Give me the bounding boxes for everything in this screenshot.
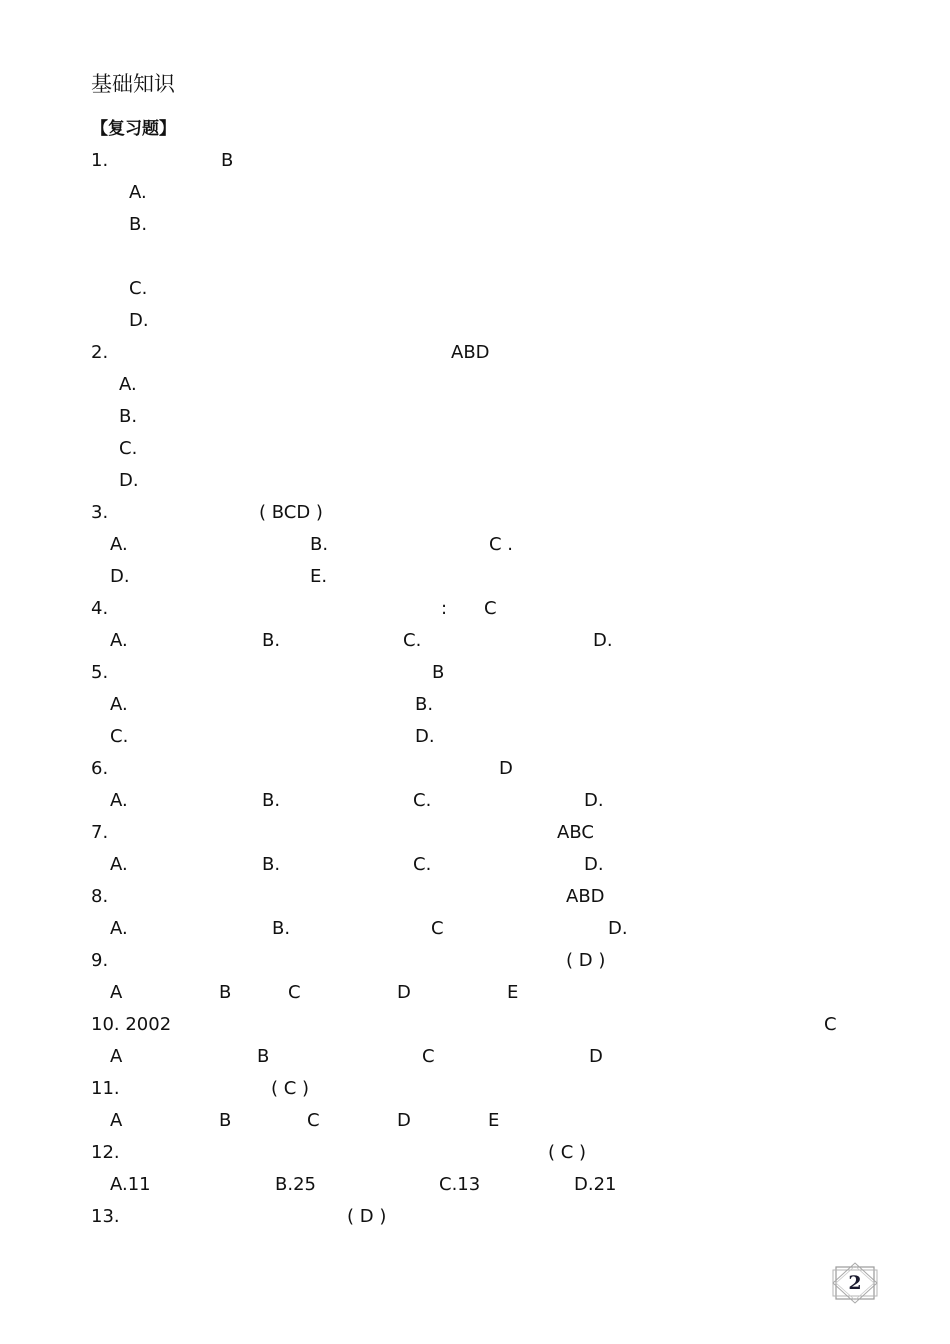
question-3-option-e: E. xyxy=(310,566,328,587)
question-1-option-a: A. xyxy=(129,182,147,203)
question-4-option-c: C. xyxy=(403,630,422,651)
question-2-option-d: D. xyxy=(119,470,139,491)
question-9-answer: ( D ) xyxy=(566,950,606,971)
question-8-option-d: D. xyxy=(608,918,628,939)
question-8-number: 8. xyxy=(91,886,109,907)
question-10-answer: C xyxy=(824,1014,837,1035)
question-13-answer: ( D ) xyxy=(347,1206,387,1227)
page-number-badge xyxy=(830,1262,880,1304)
question-10-option-c: C xyxy=(422,1046,435,1067)
question-5-number: 5. xyxy=(91,662,109,683)
question-9-option-a: A xyxy=(110,982,123,1003)
question-10-option-d: D xyxy=(589,1046,603,1067)
question-4-answer: C xyxy=(484,598,497,619)
section-heading: 基础知识 xyxy=(91,72,175,96)
question-5-option-b: B. xyxy=(415,694,434,715)
question-9-option-c: C xyxy=(288,982,301,1003)
question-11-option-e: E xyxy=(488,1110,500,1131)
question-1-option-c: C. xyxy=(129,278,148,299)
question-6-option-d: D. xyxy=(584,790,604,811)
question-12-option-b: B.25 xyxy=(275,1174,316,1195)
question-9-option-d: D xyxy=(397,982,411,1003)
question-2-answer: ABD xyxy=(451,342,490,363)
page-number: 2 xyxy=(848,1272,862,1294)
question-7-option-c: C. xyxy=(413,854,432,875)
question-1-answer: B xyxy=(221,150,234,171)
question-10-number: 10. 2002 xyxy=(91,1014,172,1035)
question-10-option-b: B xyxy=(257,1046,270,1067)
question-8-option-c: C xyxy=(431,918,444,939)
question-6-number: 6. xyxy=(91,758,109,779)
question-9-option-b: B xyxy=(219,982,232,1003)
question-2-option-b: B. xyxy=(119,406,138,427)
question-3-option-d: D. xyxy=(110,566,130,587)
question-13-number: 13. xyxy=(91,1206,120,1227)
question-7-answer: ABC xyxy=(557,822,594,843)
question-6-option-c: C. xyxy=(413,790,432,811)
question-12-option-c: C.13 xyxy=(439,1174,481,1195)
question-3-option-a: A. xyxy=(110,534,128,555)
question-1-number: 1. xyxy=(91,150,109,171)
question-12-number: 12. xyxy=(91,1142,120,1163)
question-4-option-b: B. xyxy=(262,630,281,651)
question-2-number: 2. xyxy=(91,342,109,363)
question-1-option-b: B. xyxy=(129,214,148,235)
question-6-option-b: B. xyxy=(262,790,281,811)
question-12-option-a: A.11 xyxy=(110,1174,151,1195)
question-11-answer: ( C ) xyxy=(271,1078,310,1099)
question-5-option-c: C. xyxy=(110,726,129,747)
question-8-option-a: A. xyxy=(110,918,128,939)
question-6-answer: D xyxy=(499,758,513,779)
question-1-option-d: D. xyxy=(129,310,149,331)
question-11-option-d: D xyxy=(397,1110,411,1131)
question-3-option-c: C . xyxy=(489,534,514,555)
question-9-option-e: E xyxy=(507,982,519,1003)
question-2-option-c: C. xyxy=(119,438,138,459)
question-10-option-a: A xyxy=(110,1046,123,1067)
question-4-option-d: D. xyxy=(593,630,613,651)
question-8-option-b: B. xyxy=(272,918,291,939)
question-11-option-b: B xyxy=(219,1110,232,1131)
question-3-number: 3. xyxy=(91,502,109,523)
question-4-number: 4. xyxy=(91,598,109,619)
question-7-option-b: B. xyxy=(262,854,281,875)
question-7-option-a: A. xyxy=(110,854,128,875)
question-11-number: 11. xyxy=(91,1078,120,1099)
question-9-number: 9. xyxy=(91,950,109,971)
question-3-answer: ( BCD ) xyxy=(259,502,323,523)
question-5-option-a: A. xyxy=(110,694,128,715)
question-12-answer: ( C ) xyxy=(548,1142,587,1163)
question-2-option-a: A. xyxy=(119,374,137,395)
review-questions-label: 【复习题】 xyxy=(91,119,176,139)
question-5-answer: B xyxy=(432,662,445,683)
question-4-colon: : xyxy=(441,598,448,619)
question-7-option-d: D. xyxy=(584,854,604,875)
question-5-option-d: D. xyxy=(415,726,435,747)
question-8-answer: ABD xyxy=(566,886,605,907)
question-3-option-b: B. xyxy=(310,534,329,555)
question-7-number: 7. xyxy=(91,822,109,843)
question-11-option-c: C xyxy=(307,1110,320,1131)
question-4-option-a: A. xyxy=(110,630,128,651)
question-12-option-d: D.21 xyxy=(574,1174,617,1195)
question-6-option-a: A. xyxy=(110,790,128,811)
question-11-option-a: A xyxy=(110,1110,123,1131)
